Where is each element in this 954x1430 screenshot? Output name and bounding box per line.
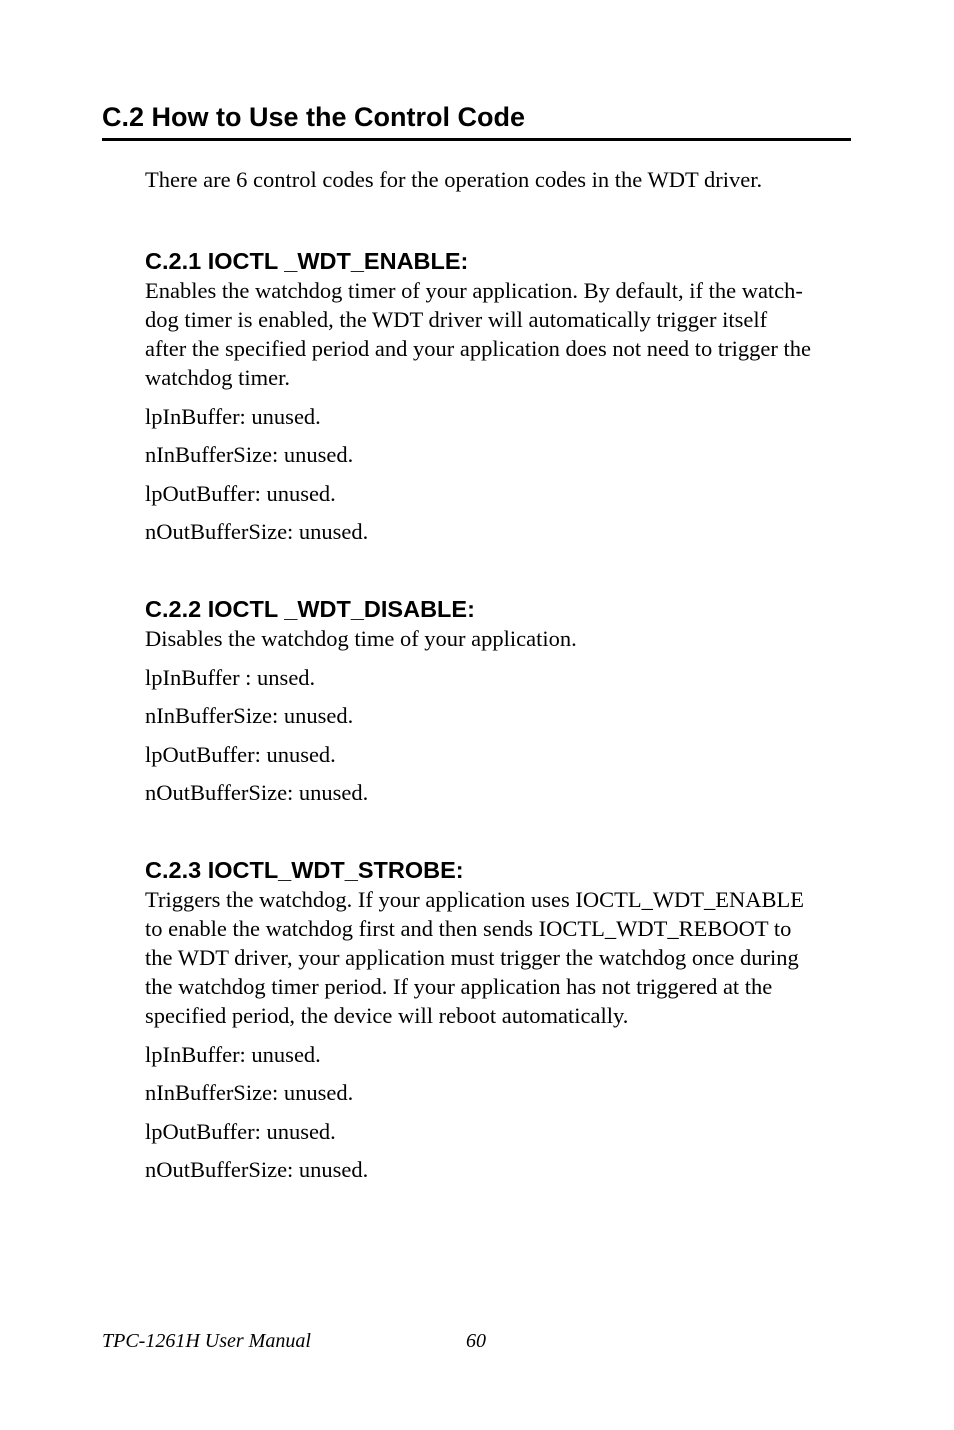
description-line: Triggers the watchdog. If your application uses IOCTL_WDT_ENABLE	[145, 887, 805, 912]
param-line: nInBufferSize: unused.	[145, 442, 354, 467]
description-line: specified period, the device will reboot automatically.	[145, 1003, 629, 1028]
page-number: 60	[466, 1330, 486, 1352]
subsection-title: C.2.2 IOCTL _WDT_DISABLE:	[145, 596, 475, 622]
param-line: lpOutBuffer: unused.	[145, 480, 336, 506]
section-title: C.2 How to Use the Control Code	[102, 100, 851, 141]
description-line: watchdog timer.	[145, 365, 290, 390]
subsection-wdt-disable	[145, 594, 855, 807]
intro-paragraph: There are 6 control codes for the operation codes in the WDT driver.	[145, 167, 763, 192]
param-line: lpInBuffer: unused.	[145, 1041, 321, 1067]
param-line: lpInBuffer: unused.	[145, 403, 321, 429]
subsection-title: C.2.3 IOCTL_WDT_STROBE:	[145, 857, 464, 883]
description-line: Enables the watchdog timer of your application. By default, if the watch-	[145, 278, 803, 303]
description-line: to enable the watchdog first and then sends IOCTL_WDT_REBOOT to	[145, 916, 792, 941]
param-line: nInBufferSize: unused.	[145, 1080, 354, 1105]
param-line: lpOutBuffer: unused.	[145, 741, 336, 767]
description-line: the watchdog timer period. If your application has not triggered at the	[145, 974, 773, 999]
subsection-wdt-strobe	[145, 855, 855, 1184]
description-line: Disables the watchdog time of your application.	[145, 626, 577, 651]
param-line: nOutBufferSize: unused.	[145, 1157, 369, 1182]
param-line: nInBufferSize: unused.	[145, 703, 354, 728]
param-line: lpInBuffer : unsed.	[145, 664, 316, 690]
document-body	[145, 165, 855, 1232]
subsection-title: C.2.1 IOCTL _WDT_ENABLE:	[145, 248, 469, 274]
description-line: dog timer is enabled, the WDT driver will automatically trigger itself	[145, 307, 768, 332]
param-line: lpOutBuffer: unused.	[145, 1118, 336, 1144]
param-line: nOutBufferSize: unused.	[145, 519, 369, 544]
footer-manual-title: TPC-1261H User Manual	[102, 1330, 311, 1352]
subsection-wdt-enable	[145, 246, 855, 546]
description-line: after the specified period and your application does not need to trigger the	[145, 336, 812, 361]
param-line: nOutBufferSize: unused.	[145, 780, 369, 805]
description-line: the WDT driver, your application must trigger the watchdog once during	[145, 945, 799, 970]
